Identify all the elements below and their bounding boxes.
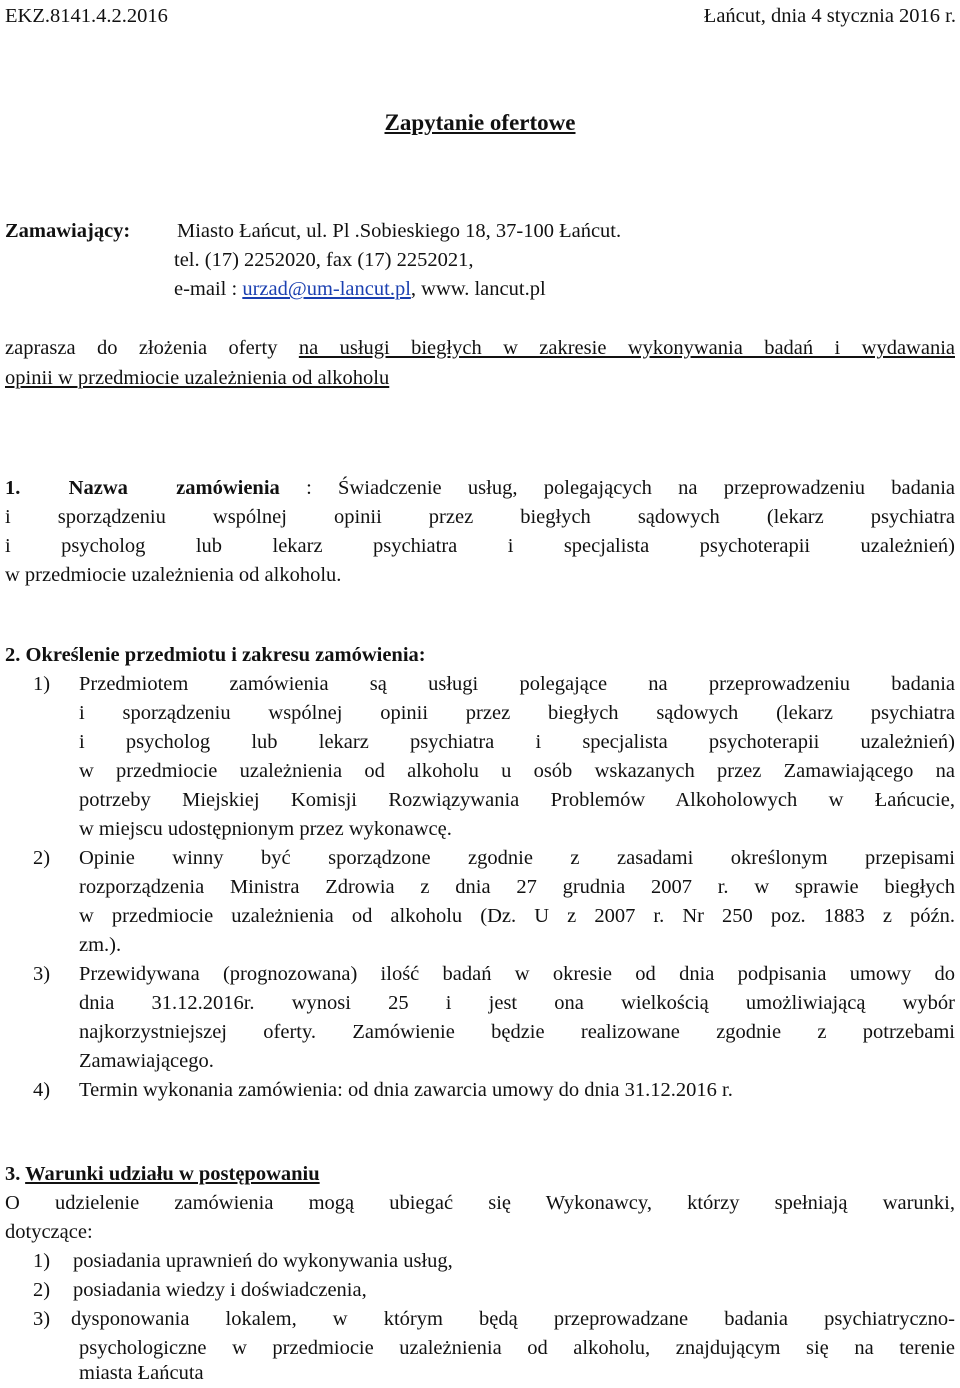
section-3-item-1-num: 1) [33,1250,51,1272]
section-3-item-1-line-1: posiadania uprawnień do wykonywania usług, [73,1250,453,1272]
section-1-line-3: i psycholog lub lekarz psychiatra i specjalista psychoterapii uzależnień) [5,535,955,557]
section-2-item-1-num: 1) [33,673,51,695]
invitation-line-1 [5,334,955,363]
zamawiajacy-label: Zamawiający: [5,220,131,242]
section-2-heading: 2. Określenie przedmiotu i zakresu zamówienia: [5,644,426,666]
zamawiajacy-email-line [174,275,546,304]
section-3-item-3-line-2: psychologiczne w przedmiocie uzależnienia od alkoholu, znajdującym się na terenie [79,1337,955,1359]
invitation-subject-2: opinii w przedmiocie uzależnienia od alkoholu [5,367,390,389]
section-2-item-3-line-1: Przewidywana (prognozowana) ilość badań w okresie od dnia podpisania umowy do [79,963,955,985]
section-2-item-1-line-6: w miejscu udostępnionym przez wykonawcę. [79,818,452,840]
section-1-heading: 1. Nazwa zamówienia [5,477,280,499]
section-2-item-3-line-4: Zamawiającego. [79,1050,214,1072]
document-title: Zapytanie ofertowe [384,110,576,135]
section-1-sep: : [279,477,339,499]
section-2-item-3-line-2: dnia 31.12.2016r. wynosi 25 i jest ona wielkością umożliwiającą wybór [79,992,955,1014]
section-3-item-3-line-3: miasta Łańcuta [79,1362,204,1384]
section-2-item-2-line-1: Opinie winny być sporządzone zgodnie z zasadami określonym przepisami [79,847,955,869]
section-2-item-2-num: 2) [33,847,51,869]
section-2-item-1-line-1: Przedmiotem zamówienia są usługi polegające na przeprowadzeniu badania [79,673,955,695]
section-3-num: 3. [5,1163,26,1185]
section-1-line-2: i sporządzeniu wspólnej opinii przez biegłych sądowych (lekarz psychiatra [5,506,955,528]
section-2-item-2-line-4: zm.). [79,934,122,956]
email-link[interactable]: urzad@um-lancut.pl [242,278,411,300]
invitation-subject-1: na usługi biegłych w zakresie wykonywania badań i wydawania [298,337,955,359]
section-2-item-1-line-4: w przedmiocie uzależnienia od alkoholu u osób wskazanych przez Zamawiającego na [79,760,955,782]
zamawiajacy-address: Miasto Łańcut, ul. Pl .Sobieskiego 18, 37-100 Łańcut. [177,220,622,242]
reference-number: EKZ.8141.4.2.2016 [5,5,168,27]
section-3-item-2-num: 2) [33,1279,51,1301]
place-date: Łańcut, dnia 4 stycznia 2016 r. [703,5,956,27]
section-2-item-3-num: 3) [33,963,51,985]
section-1-line-1 [5,474,955,503]
section-2-item-1-line-3: i psycholog lub lekarz psychiatra i specjalista psychoterapii uzależnień) [79,731,955,753]
section-2-item-4-line-1: Termin wykonania zamówienia: od dnia zawarcia umowy do dnia 31.12.2016 r. [79,1079,733,1101]
section-3-heading-line [5,1160,320,1189]
section-3-heading: Warunki udziału w postępowaniu [25,1163,320,1185]
section-3-intro-1: O udzielenie zamówienia mogą ubiegać się Wykonawcy, którzy spełniają warunki, [5,1192,955,1214]
section-2-item-1-line-2: i sporządzeniu wspólnej opinii przez biegłych sądowych (lekarz psychiatra [79,702,955,724]
section-3-item-3-num: 3) [33,1308,51,1330]
section-2-item-1-line-5: potrzeby Miejskiej Komisji Rozwiązywania Problemów Alkoholowych w Łańcucie, [79,789,955,811]
section-3-intro-2: dotyczące: [5,1221,93,1243]
section-3-item-3-line-1: dysponowania lokalem, w którym będą przeprowadzane badania psychiatryczno- [71,1308,955,1330]
section-3-item-2-line-1: posiadania wiedzy i doświadczenia, [73,1279,367,1301]
invitation-lead: zaprasza do złożenia oferty [5,337,299,359]
section-1-text: Świadczenie usług, polegających na przeprowadzeniu badania [338,477,955,499]
zamawiajacy-phone: tel. (17) 2252020, fax (17) 2252021, [174,249,474,271]
section-1-line-4: w przedmiocie uzależnienia od alkoholu. [5,564,342,586]
section-2-item-2-line-2: rozporządzenia Ministra Zdrowia z dnia 27 grudnia 2007 r. w sprawie biegłych [79,876,955,898]
email-prefix: e-mail : [174,278,243,300]
section-2-item-4-num: 4) [33,1079,51,1101]
website-text: , www. lancut.pl [410,278,546,300]
section-2-item-2-line-3: w przedmiocie uzależnienia od alkoholu (Dz. U z 2007 r. Nr 250 poz. 1883 z późn. [79,905,955,927]
section-2-item-3-line-3: najkorzystniejszej oferty. Zamówienie będzie realizowane zgodnie z potrzebami [79,1021,955,1043]
